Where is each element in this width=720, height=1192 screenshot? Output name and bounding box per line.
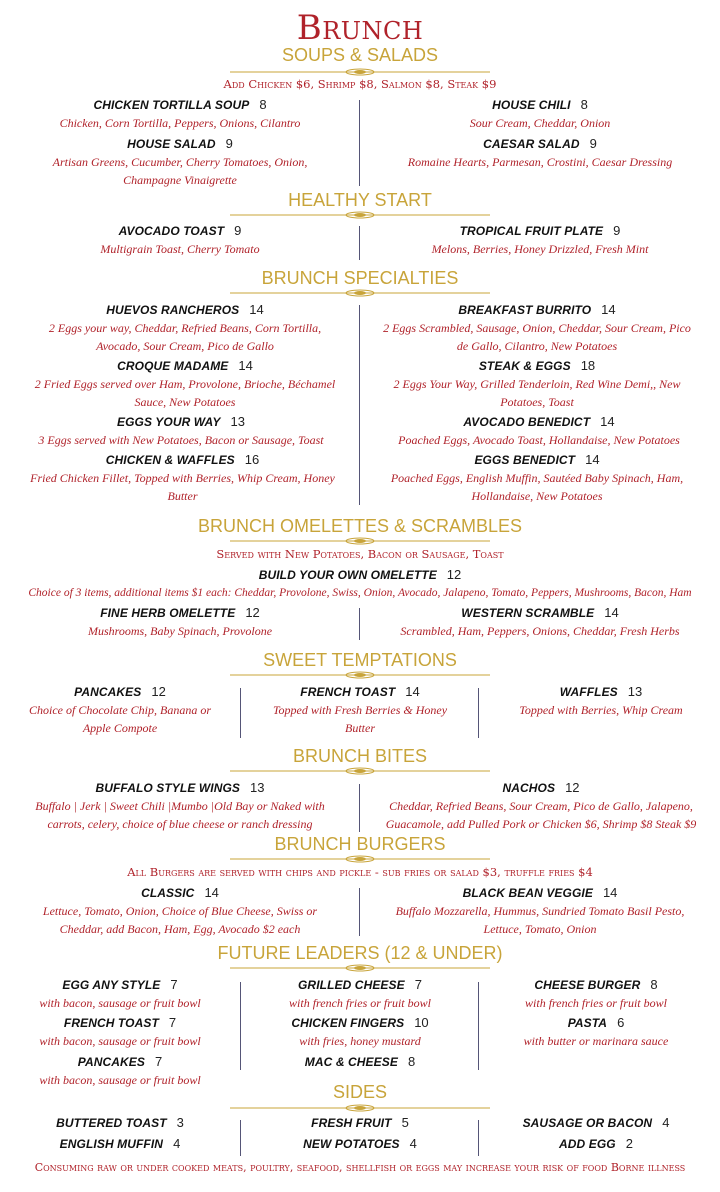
menu-item xyxy=(20,222,340,258)
item-description: Romaine Hearts, Parmesan, Crostini, Caesar Dressing xyxy=(407,155,673,169)
item-price: 14 xyxy=(238,358,253,373)
menu-item xyxy=(20,413,342,449)
item-name: BLACK BEAN VEGGIE xyxy=(462,886,593,900)
menu-item xyxy=(378,413,700,449)
item-name: NACHOS xyxy=(502,781,556,795)
item-name: GRILLED CHEESE xyxy=(298,978,405,992)
item-price: 10 xyxy=(414,1015,429,1030)
item-name: FRESH FRUIT xyxy=(311,1116,392,1130)
menu-item xyxy=(496,1014,696,1050)
item-price: 7 xyxy=(155,1054,163,1069)
ornament-divider xyxy=(0,210,720,220)
item-name: CHICKEN & WAFFLES xyxy=(105,453,235,467)
ornament-divider xyxy=(0,670,720,680)
column-divider xyxy=(478,982,479,1070)
column-divider xyxy=(359,888,360,936)
item-description: 2 Eggs Your Way, Grilled Tenderloin, Red Wine Demi,, New Potatoes, Toast xyxy=(393,377,681,409)
item-description: with french fries or fruit bowl xyxy=(289,996,431,1010)
item-name: PANCAKES xyxy=(77,1055,146,1069)
item-name: TROPICAL FRUIT PLATE xyxy=(459,224,604,238)
item-name: PASTA xyxy=(567,1016,608,1030)
item-price: 12 xyxy=(565,780,580,795)
item-name: EGG ANY STYLE xyxy=(62,978,161,992)
item-description: Choice of 3 items, additional items $1 each: Cheddar, Provolone, Swiss, Onion, Avocado, Jalapeno, Tomato, Peppers, Mushrooms, Bacon, Ham xyxy=(28,587,692,599)
menu-item xyxy=(496,976,696,1012)
menu-item xyxy=(30,301,340,355)
column-divider xyxy=(478,688,479,738)
omelettes-served-with-note: Served with New Potatoes, Bacon or Sausage, Toast xyxy=(216,547,504,561)
item-description: Sour Cream, Cheddar, Onion xyxy=(469,116,611,130)
menu-item xyxy=(20,604,340,640)
item-price: 2 xyxy=(625,1136,633,1151)
item-name: WAFFLES xyxy=(559,685,618,699)
column-divider xyxy=(240,688,241,738)
menu-item xyxy=(260,1135,460,1153)
item-name: BUILD YOUR OWN OMELETTE xyxy=(258,568,437,582)
item-price: 7 xyxy=(170,977,178,992)
soups-addon-note: Add Chicken $6, Shrimp $8, Salmon $8, Steak $9 xyxy=(223,77,497,91)
item-name: CLASSIC xyxy=(141,886,195,900)
section-heading-sides: SIDES xyxy=(332,1082,388,1102)
menu-item xyxy=(30,357,340,411)
section-heading-healthy-start: HEALTHY START xyxy=(288,190,432,210)
item-name: PANCAKES xyxy=(74,685,142,699)
item-price: 9 xyxy=(225,136,233,151)
item-price: 18 xyxy=(580,358,596,373)
column-divider xyxy=(359,608,360,640)
item-description: Choice of Chocolate Chip, Banana or Apple Compote xyxy=(29,703,211,735)
column-divider xyxy=(359,305,360,505)
menu-item xyxy=(20,1114,220,1132)
item-description: Buffalo Mozzarella, Hummus, Sundried Tomato Basil Pesto, Lettuce, Tomato, Onion xyxy=(395,904,685,936)
item-price: 14 xyxy=(405,684,420,699)
section-heading-sweet-temptations: SWEET TEMPTATIONS xyxy=(263,650,457,670)
item-price: 4 xyxy=(662,1115,670,1130)
item-name: ENGLISH MUFFIN xyxy=(59,1137,164,1151)
item-description: Lettuce, Tomato, Onion, Choice of Blue Cheese, Swiss or Cheddar, add Bacon, Ham, Egg, Avocado $2 each xyxy=(42,904,318,936)
item-price: 12 xyxy=(446,567,462,582)
menu-item xyxy=(496,683,706,719)
item-price: 14 xyxy=(585,452,600,467)
item-name: MAC & CHEESE xyxy=(304,1055,398,1069)
item-description: with bacon, sausage or fruit bowl xyxy=(39,996,201,1010)
item-name: AVOCADO TOAST xyxy=(118,224,225,238)
item-price: 9 xyxy=(613,223,621,238)
menu-item xyxy=(0,566,720,602)
item-description: with butter or marinara sauce xyxy=(523,1034,669,1048)
menu-item xyxy=(496,1135,696,1153)
item-description: 2 Fried Eggs served over Ham, Provolone, Brioche, Béchamel Sauce, New Potatoes xyxy=(34,377,336,409)
item-description: Cheddar, Refried Beans, Sour Cream, Pico de Gallo, Jalapeno, Guacamole, add Pulled Pork or Chicken $6, Shrimp $8 Steak $9 xyxy=(385,799,697,831)
item-name: CROQUE MADAME xyxy=(117,359,229,373)
ornament-divider xyxy=(0,963,720,973)
item-name: CHEESE BURGER xyxy=(534,978,641,992)
section-heading-brunch-bites: BRUNCH BITES xyxy=(292,746,427,766)
item-name: FRENCH TOAST xyxy=(63,1016,159,1030)
item-name: NEW POTATOES xyxy=(303,1137,400,1151)
menu-item xyxy=(260,976,460,1012)
item-description: with bacon, sausage or fruit bowl xyxy=(39,1073,201,1087)
item-name: HOUSE SALAD xyxy=(127,137,216,151)
menu-item xyxy=(380,135,700,171)
section-heading-future-leaders: FUTURE LEADERS (12 & UNDER) xyxy=(217,943,503,963)
menu-item xyxy=(260,683,460,737)
menu-item xyxy=(260,1053,460,1071)
item-name: EGGS BENEDICT xyxy=(474,453,576,467)
item-name: HUEVOS RANCHEROS xyxy=(106,303,240,317)
menu-item xyxy=(380,96,700,132)
item-name: STEAK & EGGS xyxy=(478,359,571,373)
item-price: 5 xyxy=(401,1115,409,1130)
burgers-served-with-note: All Burgers are served with chips and pickle - sub fries or salad $3, truffle fries $4 xyxy=(127,865,593,879)
item-price: 4 xyxy=(409,1136,417,1151)
item-description: Artisan Greens, Cucumber, Cherry Tomatoes, Onion, Champagne Vinaigrette xyxy=(52,155,308,187)
column-divider xyxy=(359,784,360,832)
item-description: 3 Eggs served with New Potatoes, Bacon or Sausage, Toast xyxy=(38,433,324,447)
item-price: 12 xyxy=(245,605,260,620)
section-heading-omelettes-scrambles: BRUNCH OMELETTES & SCRAMBLES xyxy=(197,516,523,536)
item-price: 13 xyxy=(627,684,643,699)
menu-item xyxy=(260,1114,460,1132)
item-name: SAUSAGE OR BACON xyxy=(522,1116,653,1130)
item-description: Melons, Berries, Honey Drizzled, Fresh Mint xyxy=(431,242,649,256)
item-name: FRENCH TOAST xyxy=(300,685,396,699)
item-description: Topped with Fresh Berries & Honey Butter xyxy=(272,703,448,735)
menu-title: Brunch xyxy=(296,8,424,48)
section-heading-soups-salads: SOUPS & SALADS xyxy=(281,45,439,65)
menu-item xyxy=(382,301,692,355)
item-description: with french fries or fruit bowl xyxy=(525,996,667,1010)
item-price: 4 xyxy=(173,1136,181,1151)
item-price: 9 xyxy=(589,136,597,151)
section-heading-brunch-burgers: BRUNCH BURGERS xyxy=(274,834,446,854)
item-price: 8 xyxy=(650,977,658,992)
item-price: 12 xyxy=(151,684,166,699)
column-divider xyxy=(240,982,241,1070)
section-heading-brunch-specialties: BRUNCH SPECIALTIES xyxy=(261,268,459,288)
item-name: HOUSE CHILI xyxy=(492,98,571,112)
menu-item xyxy=(380,222,700,258)
item-description: Scrambled, Ham, Peppers, Onions, Cheddar, Fresh Herbs xyxy=(400,624,680,638)
menu-item xyxy=(260,1014,460,1050)
item-price: 6 xyxy=(617,1015,625,1030)
item-price: 14 xyxy=(604,605,619,620)
item-name: ADD EGG xyxy=(559,1137,616,1151)
item-description: Mushrooms, Baby Spinach, Provolone xyxy=(87,624,273,638)
item-name: WESTERN SCRAMBLE xyxy=(461,606,595,620)
menu-item xyxy=(382,357,692,411)
menu-item xyxy=(20,96,340,132)
item-name: EGGS YOUR WAY xyxy=(116,415,221,429)
menu-item xyxy=(20,683,220,737)
menu-item xyxy=(20,779,340,833)
menu-item xyxy=(20,884,340,938)
item-description: Chicken, Corn Tortilla, Peppers, Onions, Cilantro xyxy=(59,116,301,130)
menu-item xyxy=(20,135,340,189)
column-divider xyxy=(240,1120,241,1156)
menu-item xyxy=(496,1114,696,1132)
item-price: 13 xyxy=(230,414,245,429)
ornament-divider xyxy=(0,854,720,864)
item-price: 13 xyxy=(250,780,265,795)
item-description: Poached Eggs, Avocado Toast, Hollandaise, New Potatoes xyxy=(398,433,680,447)
item-price: 14 xyxy=(204,885,219,900)
menu-item xyxy=(20,976,220,1012)
menu-item xyxy=(25,451,340,505)
item-name: BREAKFAST BURRITO xyxy=(458,303,592,317)
menu-item xyxy=(20,1135,220,1153)
item-name: FINE HERB OMELETTE xyxy=(100,606,236,620)
item-price: 14 xyxy=(601,302,616,317)
menu-item xyxy=(380,884,700,938)
column-divider xyxy=(478,1120,479,1156)
item-price: 9 xyxy=(234,223,242,238)
item-price: 8 xyxy=(259,97,267,112)
item-price: 16 xyxy=(244,452,260,467)
item-price: 7 xyxy=(168,1015,177,1030)
item-name: AVOCADO BENEDICT xyxy=(463,415,591,429)
item-description: Topped with Berries, Whip Cream xyxy=(519,703,683,717)
item-name: BUTTERED TOAST xyxy=(56,1116,167,1130)
item-price: 3 xyxy=(176,1115,184,1130)
item-name: CHICKEN FINGERS xyxy=(291,1016,405,1030)
column-divider xyxy=(359,226,360,260)
item-description: Multigrain Toast, Cherry Tomato xyxy=(100,242,260,256)
column-divider xyxy=(359,100,360,186)
ornament-divider xyxy=(0,766,720,776)
item-name: BUFFALO STYLE WINGS xyxy=(95,781,241,795)
food-safety-disclaimer: Consuming raw or under cooked meats, poultry, seafood, shellfish or eggs may increase your risk of food Borne illness xyxy=(34,1161,686,1174)
menu-item xyxy=(382,451,692,505)
ornament-divider xyxy=(0,536,720,546)
item-description: Poached Eggs, English Muffin, Sautéed Baby Spinach, Ham, Hollandaise, New Potatoes xyxy=(390,471,684,503)
ornament-divider xyxy=(0,1103,720,1113)
ornament-divider xyxy=(0,288,720,298)
item-price: 7 xyxy=(414,977,422,992)
item-price: 14 xyxy=(249,302,264,317)
menu-item xyxy=(376,779,706,833)
item-description: 2 Eggs your way, Cheddar, Refried Beans, Corn Tortilla, Avocado, Sour Cream, Pico de Gallo xyxy=(48,321,322,353)
item-description: Fried Chicken Fillet, Topped with Berries, Whip Cream, Honey Butter xyxy=(30,471,335,503)
item-price: 14 xyxy=(600,414,615,429)
item-name: CHICKEN TORTILLA SOUP xyxy=(93,98,250,112)
item-description: with bacon, sausage or fruit bowl xyxy=(39,1034,201,1048)
item-name: CAESAR SALAD xyxy=(483,137,580,151)
item-description: with fries, honey mustard xyxy=(299,1034,421,1048)
item-price: 8 xyxy=(580,97,588,112)
menu-item xyxy=(380,604,700,640)
item-price: 8 xyxy=(407,1054,416,1069)
item-price: 14 xyxy=(602,885,618,900)
item-description: Buffalo | Jerk | Sweet Chili |Mumbo |Old Bay or Naked with carrots, celery, choice of blue cheese or ranch dressing xyxy=(35,799,325,831)
item-description: 2 Eggs Scrambled, Sausage, Onion, Cheddar, Sour Cream, Pico de Gallo, Cilantro, New Potatoes xyxy=(383,321,691,353)
menu-item xyxy=(20,1014,220,1050)
